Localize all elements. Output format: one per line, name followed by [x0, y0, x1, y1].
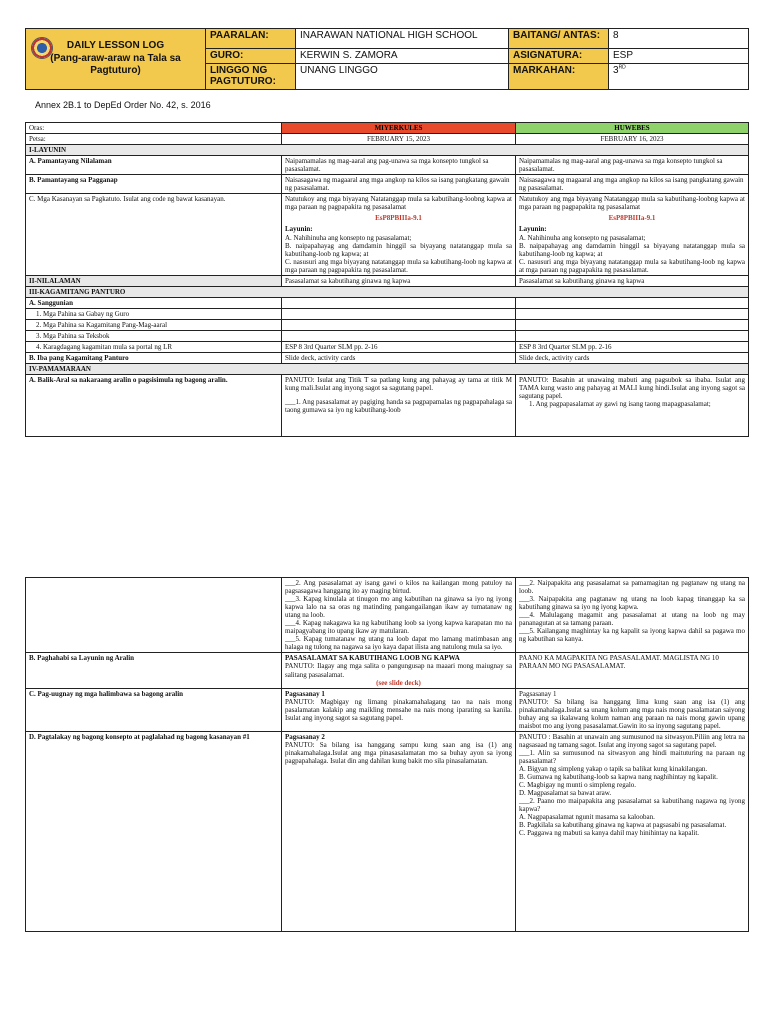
kasanayan-code: EsP8PBIIIa-9.1	[608, 214, 656, 223]
paghahabi-title: PASASALAMAT SA KABUTIHANG LOOB NG KAPWA	[285, 654, 460, 663]
pagsasanay-title: Pagsasanay 1	[519, 689, 557, 698]
paghahabi-note: (see slide deck)	[376, 678, 421, 687]
day1-header: MIYERKULES	[282, 123, 516, 134]
deped-seal-icon	[31, 37, 53, 59]
balik-aral-day2	[516, 375, 749, 437]
kasanayan-day1	[282, 194, 516, 275]
markahan-value-cell	[609, 63, 749, 89]
balik-aral-item-1: 1. Ang pagpapasalamat ay gawi ng isang taong mapagpasalamat;	[529, 400, 711, 409]
question-2-option: B. Pagkilala sa kabutihang ginawa ng kapwa at pagsasabi ng pasasalamat.	[519, 821, 727, 830]
layunin-label: Layunin:	[285, 225, 313, 234]
iba-pang-kagamitan-label: B. Iba pang Kagamitang Panturo	[26, 353, 282, 364]
section-kagamitan: III-KAGAMITANG PANTURO	[26, 286, 749, 297]
question-2-option: C. Paggawa ng mabuti sa kanya dahil may hinihintay na kapalit.	[519, 829, 700, 838]
layunin-c: C. nasusuri ang mga biyayang natatanggap mula sa kabutihang-loob ng kapwa at mga paraan ng pagpapakita ng pasasalamat.	[519, 257, 745, 274]
sanggunian-3: 3. Mga Pahina sa Teksbok	[26, 330, 282, 341]
asignatura-label: ASIGNATURA:	[509, 49, 609, 64]
markahan-value: 3	[613, 64, 619, 76]
empty-cell	[26, 578, 282, 653]
layunin-b: B. naipapahayag ang damdamin hinggil sa biyayang natatanggap mula sa kabutihang-loob ng kapwa; at	[285, 241, 512, 258]
section-pamamaraan: IV-PAMAMARAAN	[26, 364, 749, 375]
section-nilalaman: II-NILALAMAN	[26, 275, 282, 286]
sanggunian-4: 4. Karagdagang kagamitan mula sa portal ng LR	[26, 342, 282, 353]
pag-uugnay-day1	[282, 688, 516, 731]
header-title-line3: Pagtuturo)	[90, 65, 141, 76]
guro-value: KERWIN S. ZAMORA	[296, 49, 509, 64]
balik-aral-item: ___3. Naipapakita ang pagtanaw ng utang na loob kapag tinanggap ka sa kabutihang ginawa sa iyo ng iyong kapwa.	[519, 595, 745, 612]
pagsasanay-instruction: PANUTO: Magbigay ng limang pinakamahalagang tao na nais mong pasalamatan kalakip ang maikling mensahe na nais mong iparating sa kanila. Isulat ang inyong sagot sa sagutang papel.	[285, 697, 512, 722]
paghahabi-day1	[282, 653, 516, 688]
question-1-option: C. Magbigay ng munti o simpleng regalo.	[519, 781, 637, 790]
header-title-line2: (Pang-araw-araw na Tala sa	[50, 52, 181, 64]
oras-label: Oras:	[26, 123, 282, 134]
nilalaman-day2: Pasasalamat sa kabutihang ginawa ng kapwa	[516, 275, 749, 286]
pamantayang-pagganap-day2: Naisasagawa ng magaaral ang mga angkop na kilos sa isang pangkatang gawain ng pasasalamat.	[516, 175, 749, 194]
balik-aral-label: A. Balik-Aral sa nakaraang aralin o pagsisimula ng bagong aralin.	[26, 375, 282, 437]
pag-uugnay-day2	[516, 688, 749, 731]
layunin-a: A. Nahihinuha ang konsepto ng pasasalamat;	[285, 233, 412, 242]
balik-aral-instruction: PANUTO: Basahin at unawaing mabuti ang pagsubok sa ibaba. Isulat ang TAMA kung wasto ang pahayag at MALI kung hindi.Isulat ang inyong sagot sa sagutang papel.	[519, 376, 745, 401]
balik-aral-item: ___2. Naipapakita ang pasasalamat sa pamamagitan ng pagtanaw ng utang na loob.	[519, 579, 745, 596]
empty-cell	[516, 297, 749, 308]
markahan-label: MARKAHAN:	[509, 63, 609, 89]
empty-cell	[282, 297, 516, 308]
pagsasanay-title: Pagsasanay 1	[285, 689, 325, 698]
empty-cell	[282, 308, 516, 319]
sanggunian-label: A. Sanggunian	[26, 297, 282, 308]
pagtalakay-instruction: PANUTO : Basahin at unawain ang sumusunod na sitwasyon.Piliin ang letra na nagsasaad ng tamang sagot. Isulat ang inyong sagot sa sagutang papel.	[519, 732, 745, 749]
sanggunian-4-day1: ESP 8 3rd Quarter SLM pp. 2-16	[282, 342, 516, 353]
kasanayan-intro: Natutukoy ang mga biyayang Natatanggap mula sa kabutihang-loobng kapwa at mga paraan ng pagpapakita ng pasasalamat	[519, 195, 745, 212]
balik-aral-item: ___5. Kapag tumatanaw ng utang na loob dapat mo lamang matimbasan ang halaga ng tulong na nagawa sa iyo kaya dapat ilista ang natulong mula sa iyo.	[285, 635, 512, 652]
linggo-value: UNANG LINGGO	[296, 63, 509, 89]
paghahabi-day2: PAANO KA MAGPAKITA NG PASASALAMAT. MAGLISTA NG 10 PARAAN MO NG PASASALAMAT.	[516, 653, 749, 688]
question-2: ___2. Paano mo maipapakita ang pasasalamat sa kabutihang nagawa ng iyong kapwa?	[519, 797, 745, 814]
pagtalakay-day2	[516, 731, 749, 931]
balik-aral-item: ___3. Kapag kinulala at tinugon mo ang kabutihan na ginawa sa iyo ng iyong kapwa lalo na sa oras ng matinding pangangailangan ikaw ay tumatanaw ng utang na loob.	[285, 595, 512, 620]
baitang-label: BAITANG/ ANTAS:	[509, 29, 609, 49]
layunin-label: Layunin:	[519, 225, 547, 234]
pamantayang-pagganap-day1: Naisasagawa ng magaaral ang mga angkop na kilos sa isang pangkatang gawain ng pasasalamat.	[282, 175, 516, 194]
lesson-table-page2	[25, 577, 749, 932]
empty-cell	[516, 330, 749, 341]
sanggunian-2: 2. Mga Pahina sa Kagamitang Pang-Mag-aaral	[26, 319, 282, 330]
question-1-option: D. Magpasalamat sa bawat araw.	[519, 789, 612, 798]
date1: FEBRUARY 15, 2023	[282, 134, 516, 145]
pamantayang-pagganap-label: B. Pamantayang sa Pagganap	[26, 175, 282, 194]
pagsasanay-instruction: PANUTO: Sa bilang isa hanggang sampu kung saan ang isa (1) ang pinakamahalaga.Isulat ang mga pinasasalamatan mo sa buhay ayon sa iyong pagpapahalaga. Isulat din ang dahilan kung bakit mo sila pinasalamatan.	[285, 740, 512, 765]
petsa-label: Petsa:	[26, 134, 282, 145]
empty-cell	[282, 319, 516, 330]
balik-aral-continued-day2	[516, 578, 749, 653]
day2-header: HUWEBES	[516, 123, 749, 134]
layunin-a: A. Nahihinuha ang konsepto ng pasasalamat;	[519, 233, 646, 242]
iba-pang-kagamitan-day2: Slide deck, activity cards	[516, 353, 749, 364]
markahan-sup: RD	[618, 64, 626, 71]
section-layunin: I-LAYUNIN	[26, 145, 749, 156]
question-1-option: B. Gumawa ng kabutihang-loob sa kapwa nang naghihintay ng kapalit.	[519, 773, 718, 782]
layunin-b: B. naipapahayag ang damdamin hinggil sa biyayang natatanggap mula sa kabutihang-loob ng kapwa; at	[519, 241, 745, 258]
asignatura-value: ESP	[609, 49, 749, 64]
balik-aral-item: ___5. Kailangang maghintay ka ng kapalit sa iyong kapwa dahil sa pagawa mo ng kabutihan sa kanya.	[519, 627, 745, 644]
pamantayang-nilalaman-day2: Naipamamalas ng mag-aaral ang pag-unawa sa mga konsepto tungkol sa pasasalamat.	[516, 156, 749, 175]
balik-aral-item: ___4. Malulagang magamit ang pasasalamat at utang na loob ng may pananagutan at sa tamang paraan.	[519, 611, 745, 628]
nilalaman-day1: Pasasalamat sa kabutihang ginawa ng kapwa	[282, 275, 516, 286]
kasanayan-code: EsP8PBIIIa-9.1	[375, 214, 422, 223]
date2: FEBRUARY 16, 2023	[516, 134, 749, 145]
layunin-c: C. nasusuri ang mga biyayang natatanggap mula sa kabutihang-loob ng kapwa at mga paraan ng pagpapakita ng pasasalamat.	[285, 257, 512, 274]
kasanayan-label: C. Mga Kasanayan sa Pagkatuto. Isulat ang code ng bawat kasanayan.	[26, 194, 282, 275]
question-1-option: A. Bigyan ng simpleng yakap o tapik sa balikat kung kinakilangan.	[519, 765, 708, 774]
kasanayan-intro: Natutukoy ang mga biyayang Natatanggap mula sa kabutihang-loobng kapwa at mga paraan ng pagpapakita ng pasasalamat	[285, 195, 512, 212]
pagtalakay-label: D. Pagtalakay ng bagong konsepto at paglalahad ng bagong kasanayan #1	[26, 731, 282, 931]
iba-pang-kagamitan-day1: Slide deck, activity cards	[282, 353, 516, 364]
question-1: ___1. Alin sa sumusunod na sitwasyon ang hindi maituturing na paraan ng pasasalamat?	[519, 748, 745, 765]
sanggunian-1: 1. Mga Pahina sa Gabay ng Guro	[26, 308, 282, 319]
empty-cell	[282, 330, 516, 341]
balik-aral-item: ___2. Ang pasasalamat ay isang gawi o kilos na kailangan mong patuloy na pagsasagawa hanggang ito ay maging birtud.	[285, 579, 512, 596]
balik-aral-item-1: ___1. Ang pasasalamat ay pagiging handa sa pagpapamalas ng pagpapahalaga sa taong gumawa sa iyo ng kabutihang-loob	[285, 398, 512, 415]
paghahabi-instruction: PANUTO: Ilagay ang mga salita o pangungusap na maaari mong maiugnay sa salitang pasasalamat.	[285, 662, 512, 679]
linggo-label: LINGGO NG PAGTUTURO:	[206, 63, 296, 89]
baitang-value: 8	[609, 29, 749, 49]
lesson-table-page1	[25, 122, 749, 437]
header-title-line1: DAILY LESSON LOG	[66, 40, 165, 51]
sanggunian-4-day2: ESP 8 3rd Quarter SLM pp. 2-16	[516, 342, 749, 353]
kasanayan-day2	[516, 194, 749, 275]
header-title-cell	[26, 29, 206, 90]
annex-note: Annex 2B.1 to DepEd Order No. 42, s. 2016	[35, 100, 211, 110]
paaralan-value: INARAWAN NATIONAL HIGH SCHOOL	[296, 29, 509, 49]
balik-aral-instruction: PANUTO: Isulat ang Titik T sa patlang kung ang pahayag ay tama at titik M kung mali.Isulat ang inyong sagot sa sagutang papel.	[285, 376, 512, 393]
empty-cell	[516, 308, 749, 319]
balik-aral-day1	[282, 375, 516, 437]
question-2-option: A. Nagpapasalamat ngunit masama sa kalooban.	[519, 813, 655, 822]
empty-cell	[516, 319, 749, 330]
balik-aral-continued-day1	[282, 578, 516, 653]
pamantayang-nilalaman-day1: Naipamamalas ng mag-aaral ang pag-unawa sa mga konsepto tungkol sa pasasalamat.	[282, 156, 516, 175]
guro-label: GURO:	[206, 49, 296, 64]
pagsasanay-instruction: PANUTO: Sa bilang isa hanggang lima kung saan ang isa (1) ang pinakamahalaga.Isulat sa unang kolum ang mga nais mong pasalamatan saiyong buhay ang sa ikalawang kolum naman ang paraan na nais mong gawin upang maisbot mo ang iyong pasasalamat.Gawin ito sa inyong sagutang papel.	[519, 697, 745, 730]
paaralan-label: PAARALAN:	[206, 29, 296, 49]
pamantayang-nilalaman-label: A. Pamantayang Nilalaman	[26, 156, 282, 175]
pagtalakay-day1	[282, 731, 516, 931]
header-table	[25, 28, 749, 90]
balik-aral-item: ___4. Kapag nakagawa ka ng kabutihang loob sa iyong kapwa karapatan mo na maipagyabang ito upang ikaw ay matularan.	[285, 619, 512, 636]
pagsasanay-title: Pagsasanay 2	[285, 732, 325, 741]
paghahabi-label: B. Paghahabi sa Layunin ng Aralin	[26, 653, 282, 688]
pag-uugnay-label: C. Pag-uugnay ng mga halimbawa sa bagong aralin	[26, 688, 282, 731]
